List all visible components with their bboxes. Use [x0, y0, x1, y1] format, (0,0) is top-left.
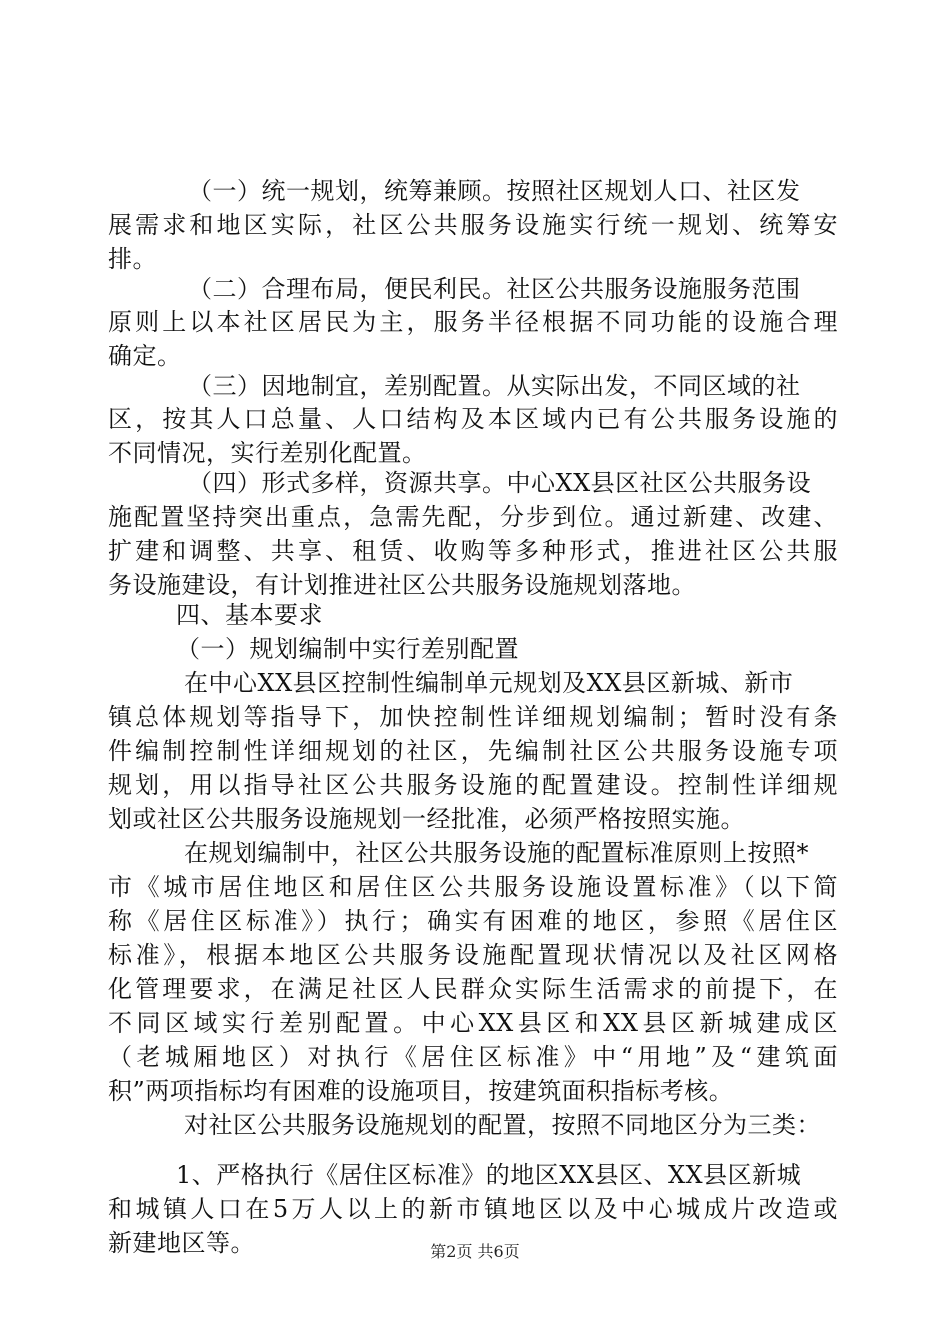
- paragraph-line: （一）统一规划，统筹兼顾。按照社区规划人口、社区发: [188, 177, 801, 205]
- paragraph-line: 市《城市居住地区和居住区公共服务设施设置标准》（以下简: [108, 873, 838, 901]
- paragraph-line: 区，按其人口总量、人口结构及本区域内已有公共服务设施的: [108, 405, 838, 433]
- paragraph-line: 扩建和调整、共享、租赁、收购等多种形式，推进社区公共服: [108, 537, 838, 565]
- paragraph-line: （三）因地制宜，差别配置。从实际出发，不同区域的社: [188, 372, 801, 400]
- paragraph-line: 排。: [108, 245, 157, 273]
- paragraph-line: 积”两项指标均有困难的设施项目，按建筑面积指标考核。: [108, 1077, 734, 1105]
- paragraph-line: 化管理要求，在满足社区人民群众实际生活需求的前提下，在: [108, 975, 838, 1003]
- paragraph-line: 划或社区公共服务设施规划一经批准，必须严格按照实施。: [108, 805, 745, 833]
- paragraph-line: 在规划编制中，社区公共服务设施的配置标准原则上按照*: [184, 839, 809, 867]
- section-heading: 四、基本要求: [176, 601, 323, 629]
- paragraph-line: 1、严格执行《居住区标准》的地区XX县区、XX县区新城: [176, 1161, 802, 1189]
- paragraph-line: （老城厢地区）对执行《居住区标准》中“用地”及“建筑面: [108, 1043, 838, 1071]
- paragraph-line: 务设施建设，有计划推进社区公共服务设施规划落地。: [108, 571, 696, 599]
- paragraph-line: 确定。: [108, 342, 182, 370]
- subsection-heading: （一）规划编制中实行差别配置: [176, 635, 519, 663]
- paragraph-line: 原则上以本社区居民为主，服务半径根据不同功能的设施合理: [108, 308, 838, 336]
- paragraph-line: 镇总体规划等指导下，加快控制性详细规划编制；暂时没有条: [108, 703, 838, 731]
- paragraph-line: 称《居住区标准》）执行；确实有困难的地区，参照《居住区: [108, 907, 838, 935]
- paragraph-line: 新建地区等。: [108, 1229, 255, 1257]
- page-number: 第2页 共6页: [430, 1242, 520, 1261]
- paragraph-line: 施配置坚持突出重点，急需先配，分步到位。通过新建、改建、: [108, 503, 838, 531]
- paragraph-line: （二）合理布局，便民利民。社区公共服务设施服务范围: [188, 275, 801, 303]
- paragraph-line: 和城镇人口在5万人以上的新市镇地区以及中心城成片改造或: [108, 1195, 838, 1223]
- paragraph-line: 标准》，根据本地区公共服务设施配置现状情况以及社区网格: [108, 941, 838, 969]
- paragraph-line: 不同情况，实行差别化配置。: [108, 439, 427, 467]
- paragraph-line: 规划，用以指导社区公共服务设施的配置建设。控制性详细规: [108, 771, 838, 799]
- paragraph-line: 在中心XX县区控制性编制单元规划及XX县区新城、新市: [184, 669, 794, 697]
- paragraph-line: 不同区域实行差别配置。中心XX县区和XX县区新城建成区: [108, 1009, 838, 1037]
- paragraph-line: 件编制控制性详细规划的社区，先编制社区公共服务设施专项: [108, 737, 838, 765]
- paragraph-line: （四）形式多样，资源共享。中心XX县区社区公共服务设: [188, 469, 812, 497]
- paragraph-line: 展需求和地区实际，社区公共服务设施实行统一规划、统筹安: [108, 211, 838, 239]
- paragraph-line: 对社区公共服务设施规划的配置，按照不同地区分为三类：: [184, 1111, 821, 1139]
